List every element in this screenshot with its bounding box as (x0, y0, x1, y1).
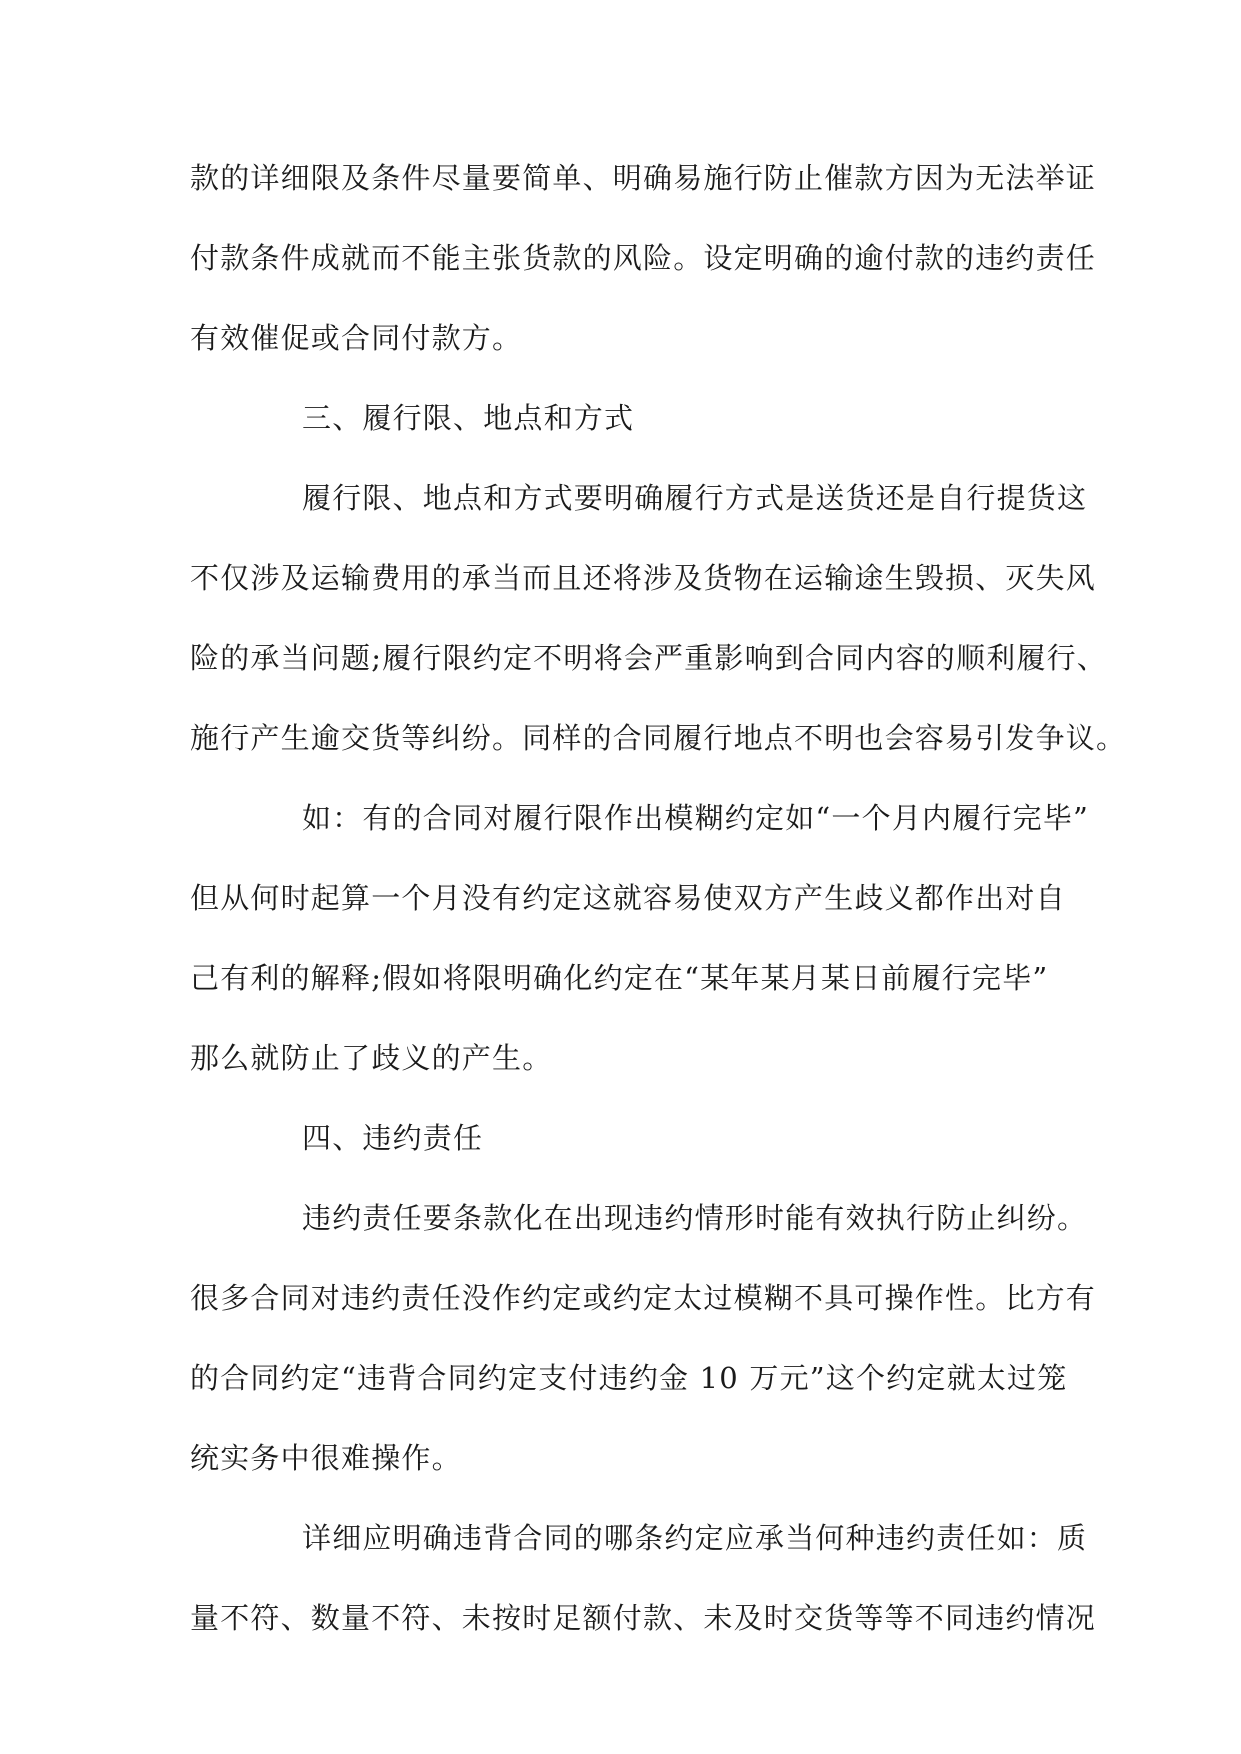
paragraph-line: 的合同约定“违背合同约定支付违约金 10 万元”这个约定就太过笼 (190, 1361, 1068, 1395)
paragraph-line: 很多合同对违约责任没作约定或约定太过模糊不具可操作性。比方有 (190, 1281, 1097, 1315)
paragraph-line: 款的详细限及条件尽量要简单、明确易施行防止催款方因为无法举证 (190, 161, 1097, 195)
paragraph-line: 险的承当问题;履行限约定不明将会严重影响到合同内容的顺利履行、 (190, 641, 1107, 675)
paragraph-line: 付款条件成就而不能主张货款的风险。设定明确的逾付款的违约责任 (190, 241, 1097, 275)
paragraph-first-line: 违约责任要条款化在出现违约情形时能有效执行防止纠纷。 (302, 1201, 1088, 1235)
paragraph-line: 但从何时起算一个月没有约定这就容易使双方产生歧义都作出对自 (190, 881, 1066, 915)
paragraph-line: 统实务中很难操作。 (190, 1441, 462, 1475)
paragraph-line: 施行产生逾交货等纠纷。同样的合同履行地点不明也会容易引发争议。 (190, 721, 1127, 755)
section-heading: 四、违约责任 (302, 1121, 484, 1155)
section-heading: 三、履行限、地点和方式 (302, 401, 635, 435)
paragraph-first-line: 如：有的合同对履行限作出模糊约定如“一个月内履行完毕” (302, 801, 1090, 835)
paragraph-first-line: 详细应明确违背合同的哪条约定应承当何种违约责任如：质 (302, 1521, 1088, 1555)
paragraph-line: 己有利的解释;假如将限明确化约定在“某年某月某日前履行完毕” (190, 961, 1049, 995)
paragraph-line: 那么就防止了歧义的产生。 (190, 1041, 553, 1075)
document-body (190, 148, 1127, 1668)
paragraph-line: 有效催促或合同付款方。 (190, 321, 523, 355)
paragraph-line: 量不符、数量不符、未按时足额付款、未及时交货等等不同违约情况 (190, 1601, 1097, 1635)
paragraph-line: 不仅涉及运输费用的承当而且还将涉及货物在运输途生毁损、灭失风 (190, 561, 1097, 595)
paragraph-first-line: 履行限、地点和方式要明确履行方式是送货还是自行提货这 (302, 481, 1088, 515)
